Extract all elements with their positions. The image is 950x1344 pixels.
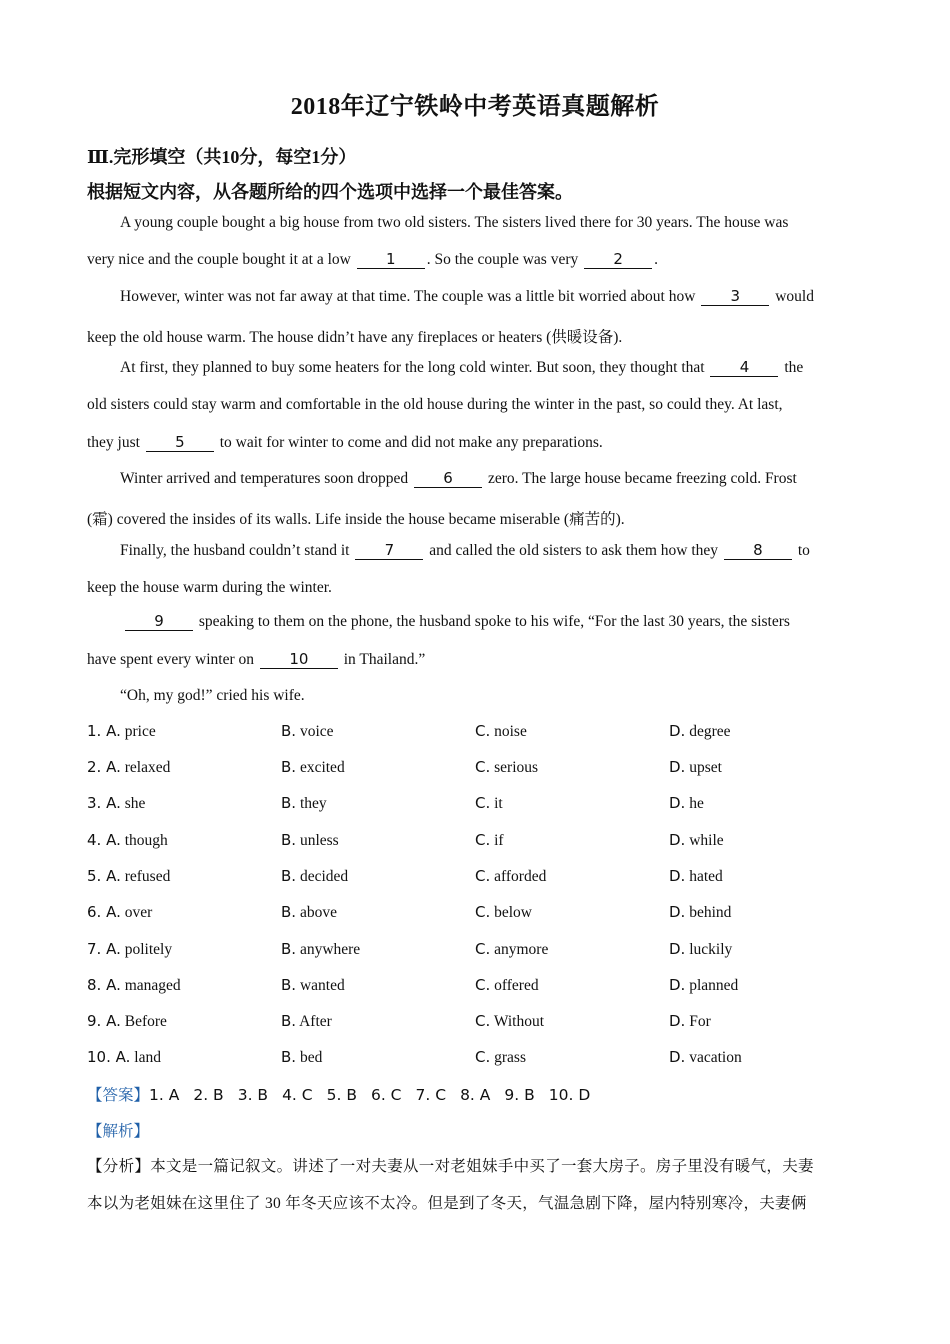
passage-text: Finally, the husband couldn’t stand it: [120, 542, 354, 559]
passage-line: [87, 288, 896, 306]
answer-item: 6. C: [370, 1086, 402, 1104]
passage-text: to: [793, 542, 810, 559]
answer-item: 4. C: [282, 1086, 313, 1104]
answer-item: 5. B: [326, 1086, 357, 1104]
option-c: C. it: [475, 794, 503, 812]
option-a: 3. A. she: [87, 794, 146, 812]
passage-line: keep the house warm during the winter.: [87, 579, 332, 596]
option-d: D. he: [669, 794, 704, 812]
option-b: B. unless: [281, 831, 339, 849]
option-c: C. grass: [475, 1048, 526, 1066]
option-d: D. upset: [669, 758, 722, 776]
passage-line: [87, 434, 863, 452]
answer-item: 8. A: [460, 1086, 491, 1104]
passage-text: they just: [87, 434, 144, 451]
blank-10: 10: [260, 651, 338, 669]
passage-text: zero. The large house became freezing cold. Frost: [484, 470, 797, 487]
passage-text: very nice and the couple bought it at a low: [87, 251, 355, 268]
passage-text: have spent every winter on: [87, 651, 258, 668]
passage-text: in Thailand.”: [339, 651, 426, 668]
option-row: [87, 940, 867, 964]
answer-item: 2. B: [193, 1086, 224, 1104]
option-a: 8. A. managed: [87, 976, 181, 994]
answer-line: [87, 1083, 604, 1105]
option-b: B. excited: [281, 758, 345, 776]
option-c: C. if: [475, 831, 504, 849]
option-b: B. above: [281, 903, 337, 921]
option-b: B. wanted: [281, 976, 345, 994]
answer-list: [149, 1086, 604, 1104]
blank-2: 2: [584, 251, 652, 269]
option-c: C. below: [475, 903, 533, 921]
page-title: 2018年辽宁铁岭中考英语真题解析: [290, 94, 660, 120]
blank-7: 7: [355, 542, 423, 560]
option-c: C. anymore: [475, 940, 549, 958]
answer-item: 10. D: [548, 1086, 591, 1104]
passage-line: old sisters could stay warm and comfortable in the old house during the winter in the past, so could they. At last,: [87, 396, 783, 413]
option-c: C. serious: [475, 758, 539, 776]
option-b: B. they: [281, 794, 327, 812]
passage-text: .: [654, 251, 659, 268]
option-a: 1. A. price: [87, 722, 156, 740]
passage-line: A young couple bought a big house from two old sisters. The sisters lived there for 30 years. The house was: [120, 214, 789, 231]
answer-item: 1. A: [149, 1086, 180, 1104]
passage-text: would: [771, 288, 814, 305]
option-row: [87, 867, 867, 891]
option-d: D. behind: [669, 903, 732, 921]
option-a: 9. A. Before: [87, 1012, 167, 1030]
option-d: D. while: [669, 831, 724, 849]
option-b: B. anywhere: [281, 940, 361, 958]
option-row: [87, 758, 867, 782]
option-d: D. vacation: [669, 1048, 742, 1066]
passage-line: [87, 470, 896, 488]
passage-line: [87, 651, 863, 669]
option-a: 7. A. politely: [87, 940, 173, 958]
blank-4: 4: [710, 359, 778, 377]
answer-item: 7. C: [415, 1086, 447, 1104]
option-row: [87, 831, 867, 855]
section-heading: Ⅲ.完形填空（共10分，每空1分）: [87, 147, 357, 167]
option-row: [87, 722, 867, 746]
option-d: D. planned: [669, 976, 739, 994]
option-row: [87, 903, 867, 927]
option-row: [87, 1048, 867, 1072]
passage-line: keep the old house warm. The house didn’t have any fireplaces or heaters (供暖设备).: [87, 329, 623, 346]
passage-text: Winter arrived and temperatures soon dropped: [120, 470, 413, 487]
option-d: D. luckily: [669, 940, 733, 958]
blank-5: 5: [146, 434, 214, 452]
option-a: 10. A. land: [87, 1048, 161, 1066]
answer-tag: 【答案】: [87, 1086, 150, 1104]
blank-8: 8: [724, 542, 792, 560]
option-a: 5. A. refused: [87, 867, 171, 885]
option-a: 4. A. though: [87, 831, 168, 849]
passage-line: [87, 542, 896, 560]
option-b: B. decided: [281, 867, 349, 885]
option-row: [87, 794, 867, 818]
option-c: C. afforded: [475, 867, 547, 885]
blank-9: 9: [125, 613, 193, 631]
option-a: 6. A. over: [87, 903, 153, 921]
option-c: C. offered: [475, 976, 539, 994]
option-c: C. noise: [475, 722, 527, 740]
passage-text: However, winter was not far away at that time. The couple was a little bit worried about how: [120, 288, 700, 305]
option-a: 2. A. relaxed: [87, 758, 171, 776]
blank-1: 1: [357, 251, 425, 269]
analysis-line: 本以为老姐妹在这里住了 30 年冬天应该不太冷。但是到了冬天，气温急剧下降，屋内特别寒冷，夫妻俩: [87, 1195, 807, 1212]
passage-line: (霜) covered the insides of its walls. Life inside the house became miserable (痛苦的).: [87, 511, 625, 528]
option-d: D. degree: [669, 722, 731, 740]
passage-line: [87, 359, 896, 377]
answer-item: 3. B: [237, 1086, 269, 1104]
passage-line: “Oh, my god!” cried his wife.: [120, 687, 305, 704]
option-b: B. bed: [281, 1048, 323, 1066]
option-b: B. After: [281, 1012, 332, 1030]
passage-text: . So the couple was very: [426, 251, 583, 268]
blank-6: 6: [414, 470, 482, 488]
section-instruction: 根据短文内容，从各题所给的四个选项中选择一个最佳答案。: [87, 182, 573, 202]
analysis-line: 【分析】本文是一篇记叙文。讲述了一对夫妻从一对老姐妹手中买了一套大房子。房子里没有暖气，夫妻: [87, 1158, 814, 1175]
option-row: [87, 976, 867, 1000]
blank-3: 3: [701, 288, 769, 306]
passage-text: to wait for winter to come and did not make any preparations.: [215, 434, 603, 451]
option-c: C. Without: [475, 1012, 545, 1030]
passage-line: [87, 613, 899, 631]
passage-line: [87, 251, 863, 269]
option-b: B. voice: [281, 722, 334, 740]
option-row: [87, 1012, 867, 1036]
option-d: D. For: [669, 1012, 711, 1030]
passage-text: the: [780, 359, 804, 376]
passage-text: speaking to them on the phone, the husband spoke to his wife, “For the last 30 years, the sisters: [195, 613, 790, 630]
option-d: D. hated: [669, 867, 723, 885]
answer-item: 9. B: [504, 1086, 535, 1104]
analysis-tag: 【解析】: [87, 1122, 150, 1140]
passage-text: At first, they planned to buy some heaters for the long cold winter. But soon, they thought that: [120, 359, 709, 376]
passage-text: and called the old sisters to ask them how they: [425, 542, 722, 559]
